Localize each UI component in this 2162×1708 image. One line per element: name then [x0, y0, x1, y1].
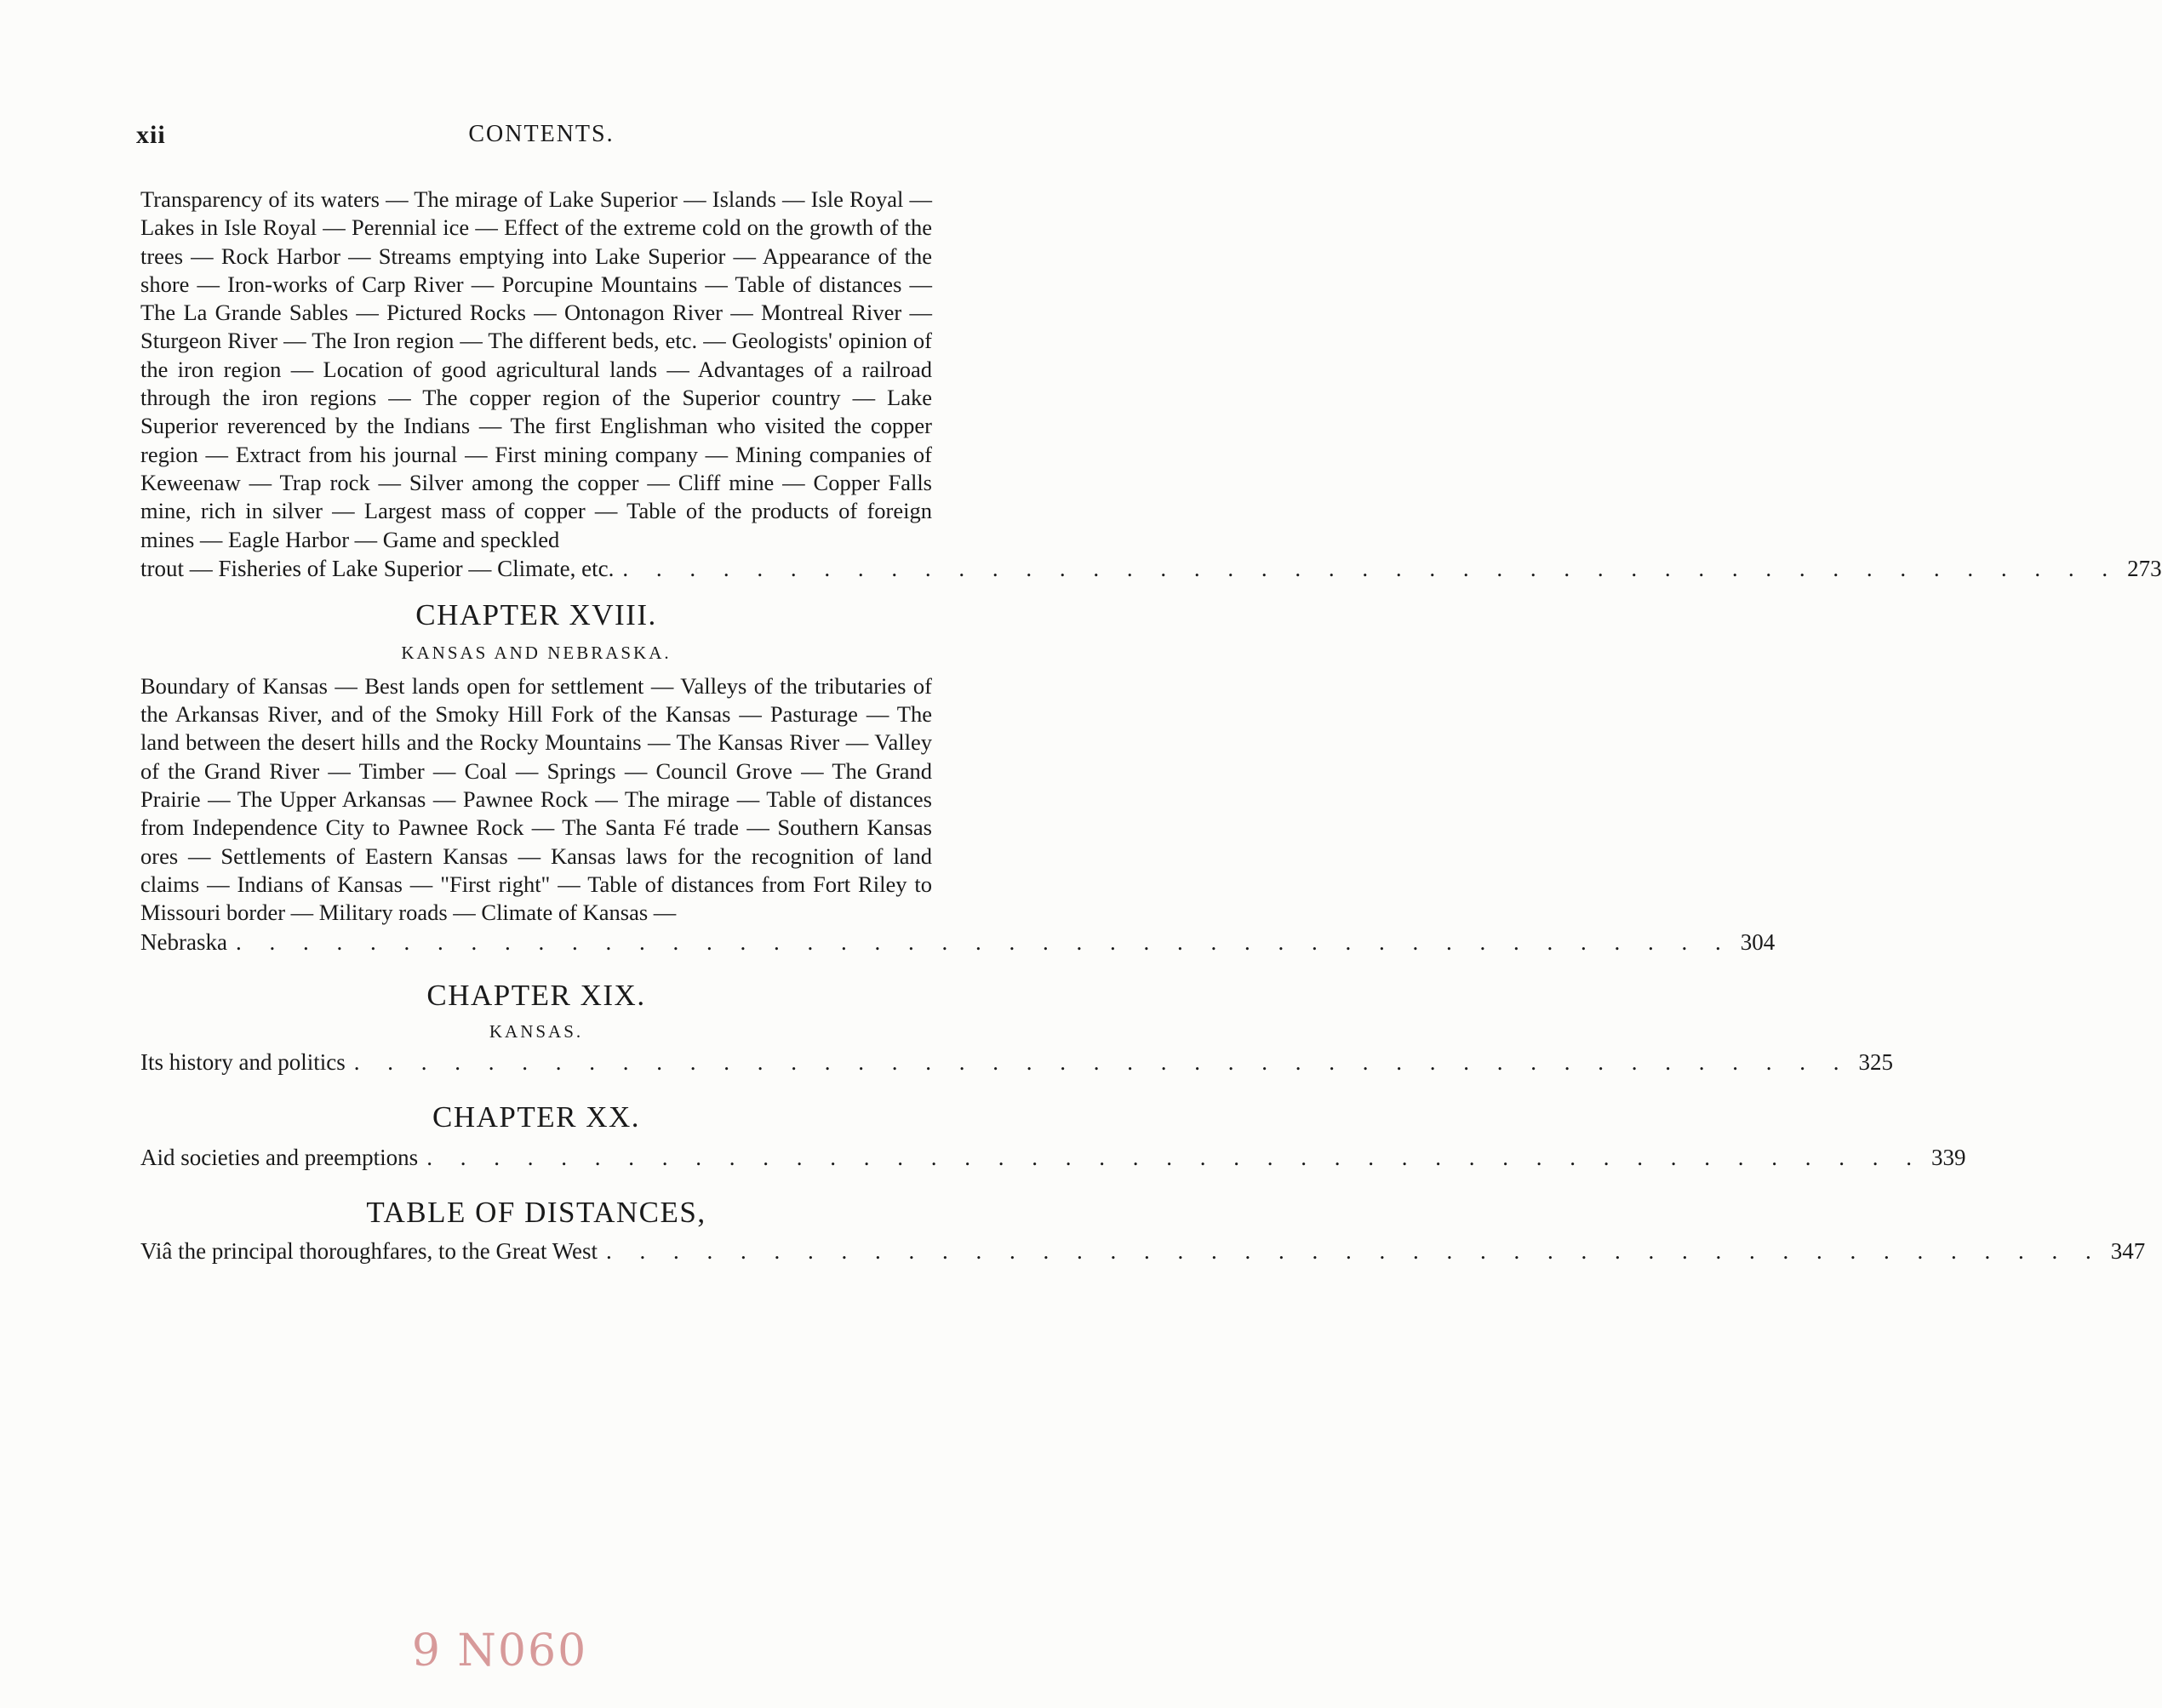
chapter20-page: 339	[1930, 1144, 1966, 1170]
distances-entry	[140, 1237, 2146, 1265]
dot-leader: . . . . . . . . . . . . . . . . . . . . . . . . . . . . . . . . . . . . . . . . . . . . .	[426, 1144, 1923, 1170]
chapter19-page: 325	[1858, 1048, 1893, 1075]
running-title: CONTENTS.	[468, 121, 615, 147]
chapter18-last-line	[140, 928, 1776, 957]
chapter17-last-text: trout — Fisheries of Lake Superior — Climate, etc.	[140, 555, 615, 581]
chapter17-summary: Transparency of its waters — The mirage of Lake Superior — Islands — Isle Royal — Lakes in Isle Royal — Perennial ice — Effect of the extreme cold on the growth of the trees — Rock Harbor — Streams emptying into Lake Superior — Appearance of the shore — Iron-works of Carp River — Porcupine Mountains — Table of distances — The La Grande Sables — Pictured Rocks — Ontonagon River — Montreal River — Sturgeon River — The Iron region — The different beds, etc. — Geologists' opinion of the iron region — Location of good agricultural lands — Advantages of a railroad through the iron regions — The copper region of the Superior country — Lake Superior reverenced by the Indians — The first Englishman who visited the copper region — Extract from his journal — First mining company — Mining companies of Keweenaw — Trap rock — Silver among the copper — Cliff mine — Copper Falls mine, rich in silver — Largest mass of copper — Table of the products of foreign mines — Eagle Harbor — Game and speckled	[140, 186, 932, 552]
dot-leader: . . . . . . . . . . . . . . . . . . . . . . . . . . . . . . . . . . . . . . . . . . . . .	[622, 555, 2119, 581]
chapter18-heading: CHAPTER XVIII.	[415, 597, 657, 631]
chapter19-heading: CHAPTER XIX.	[426, 978, 646, 1012]
chapter20-entry-text: Aid societies and preemptions	[140, 1144, 419, 1170]
distances-entry-text: Viâ the principal thoroughfares, to the Great West	[140, 1237, 598, 1264]
page-number: xii	[136, 121, 166, 149]
chapter20-heading: CHAPTER XX.	[432, 1100, 641, 1134]
dot-leader: . . . . . . . . . . . . . . . . . . . . . . . . . . . . . . . . . . . . . . . . . . . . .	[606, 1237, 2102, 1264]
chapter19-subtitle: KANSAS.	[489, 1020, 584, 1042]
chapter18-last-text: Nebraska	[140, 928, 227, 955]
contents-body	[140, 186, 2162, 1265]
chapter20-entry	[140, 1143, 1966, 1172]
distances-heading: TABLE OF DISTANCES,	[366, 1195, 706, 1229]
chapter18-summary: Boundary of Kansas — Best lands open for settlement — Valleys of the tributaries of the Arkansas River, and of the Smoky Hill Fork of the Kansas — Pasturage — The land between the desert hills and the Rocky Mountains — The Kansas River — Valley of the Grand River — Timber — Coal — Springs — Council Grove — The Grand Prairie — The Upper Arkansas — Pawnee Rock — The mirage — Table of distances from Independence City to Pawnee Rock — The Santa Fé trade — Southern Kansas ores — Settlements of Eastern Kansas — Kansas laws for the recognition of land claims — Indians of Kansas — "First right" — Table of distances from Fort Riley to Missouri border — Military roads — Climate of Kansas —	[140, 672, 932, 926]
chapter17-page: 273	[2127, 555, 2162, 581]
chapter19-entry	[140, 1048, 1893, 1077]
chapter18-page: 304	[1740, 928, 1776, 955]
running-head	[136, 121, 947, 155]
chapter18-subtitle: KANSAS AND NEBRASKA.	[401, 642, 672, 663]
library-stamp: 9 N060	[411, 1625, 588, 1677]
distances-page: 347	[2110, 1237, 2146, 1264]
dot-leader: . . . . . . . . . . . . . . . . . . . . . . . . . . . . . . . . . . . . . . . . . . . . .	[353, 1048, 1850, 1075]
chapter17-last-line	[140, 554, 2162, 583]
dot-leader: . . . . . . . . . . . . . . . . . . . . . . . . . . . . . . . . . . . . . . . . . . . . .	[235, 928, 1732, 955]
chapter19-entry-text: Its history and politics	[140, 1048, 346, 1075]
